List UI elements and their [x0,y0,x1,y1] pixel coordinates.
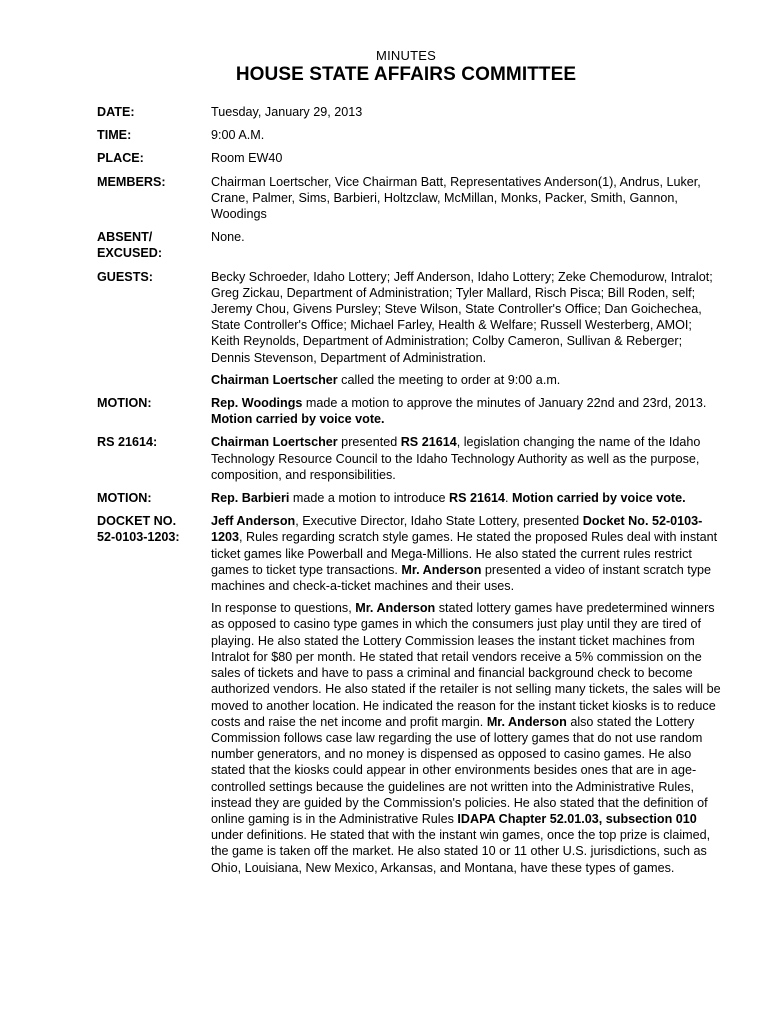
absent-value: None. [211,230,245,245]
guests-row [97,269,722,388]
docket-p1-text-2: , Rules regarding scratch style games. He stated the proposed Rules deal with instant ticket games like Powerball and Mega-Millions. He also stated the current rules restrict games to ticket type transactions. [211,530,718,577]
date-label: DATE: [97,105,135,119]
docket-label-line1: DOCKET NO. [97,514,177,529]
motion-text-1 [211,395,722,427]
docket-text [211,513,722,875]
docket-p1-text-1: , Executive Director, Idaho State Lottery, presented [295,514,583,529]
docket-p1-bold-2: Docket No. 52-0103-1203 [211,514,703,545]
members-label: MEMBERS: [97,174,166,189]
guests-label: GUESTS: [97,269,153,284]
call-to-order-name: Chairman Loertscher [211,372,338,387]
motion-2-result: Motion carried by voice vote. [512,491,686,506]
docket-paragraph-1 [211,513,722,594]
motion-1-mover: Rep. Woodings [211,396,303,411]
docket-p2-bold-2: Mr. Anderson [486,714,567,729]
rs-label: RS 21614: [97,435,158,450]
absent-row [97,229,722,261]
docket-p2-text-3: also stated the Lottery Commission follows case law regarding the use of lottery games that do not use random number generators, and no money is dispensed as opposed to casino games. He also stated that the kiosks could appear in other environments besides ones that are in age-controlled settings because the guidelines are not written into the Administrative Rules, instead they are guided by the Commission's policies. He also stated that the definition of online gaming is in the Administrative Rules [211,714,708,826]
time-label: TIME: [97,128,132,143]
motion-text-2 [211,490,722,506]
place-label: PLACE: [97,151,144,166]
guests-value [211,269,722,388]
minutes-body [97,104,722,883]
absent-label-line2: EXCUSED: [97,246,163,261]
date-row [97,104,722,120]
docket-label [97,513,211,875]
rs-text [211,434,722,483]
motion-1-text: made a motion to approve the minutes of January 22nd and 23rd, 2013. [302,396,707,411]
document-title: HOUSE STATE AFFAIRS COMMITTEE [235,64,577,85]
docket-p2-text-1: In response to questions, [211,601,356,616]
date-value: Tuesday, January 29, 2013 [211,105,363,119]
members-value: Chairman Loertscher, Vice Chairman Batt, Representatives Anderson(1), Andrus, Luker, Crane, Palmer, Sims, Barbieri, Holtzclaw, McMillan, Monks, Packer, Smith, Gannon, Woodings [211,174,701,222]
motion-row-1 [97,395,722,427]
guests-list: Becky Schroeder, Idaho Lottery; Jeff Anderson, Idaho Lottery; Zeke Chemodurow, Intralot; Greg Zickau, Department of Administration; Tyler Mallard, Risch Pisca; Bill Roden, self; Jeremy Chou, Givens Pursley; Steve Wilson, State Controller's Office; Dan Goichechea, State Controller's Office; Michael Farley, Health & Welfare; Russell Westerberg, AMOI; Keith Reynolds, Department of Administration; Colby Cameron, Sullivan & Reberger; Dennis Stevenson, Department of Administration. [211,269,713,365]
place-row [97,150,722,166]
motion-label-2: MOTION: [97,491,152,506]
motion-label-1: MOTION: [97,396,152,411]
absent-label-line1: ABSENT/ [97,230,153,245]
docket-paragraph-2 [211,600,722,875]
motion-2-text-2: . [505,491,513,506]
docket-p2-text-2: stated lottery games have predetermined winners as opposed to casino type games in which the consumers just play until they are tired of playing. He also stated the Lottery Commission leases the instant ticket machines from Intralot for $80 per month. He stated that retail vendors receive a 5% commission on the sales of tickets and have to pass a criminal and financial background check to become authorized vendors. He also stated if the retailer is not selling many tickets, the sales will be moved to another location. He indicated the reason for the instant ticket kiosks is to reduce costs and raise the net income and profit margin. [211,601,721,729]
members-row [97,174,722,223]
motion-1-result: Motion carried by voice vote. [211,412,385,427]
motion-2-text-1: made a motion to introduce [289,491,450,506]
docket-row [97,513,722,875]
time-row [97,127,722,143]
docket-p2-text-4: under definitions. He stated that with the instant win games, once the top prize is claimed, the game is taken off the market. He also stated 10 or 11 other U.S. jurisdictions, such as Ohio, Louisiana, New Mexico, Arkansas, and Montana, have these types of games. [211,828,711,875]
time-value: 9:00 A.M. [211,128,265,143]
absent-label [97,229,211,261]
docket-p1-text-3: presented a video of instant scratch type machines and check-a-ticket machines and their uses. [211,562,712,594]
motion-2-rs: RS 21614 [449,491,506,506]
rs-row [97,434,722,483]
docket-p2-bold-3: IDAPA Chapter 52.01.03, subsection 010 [457,811,697,826]
place-value: Room EW40 [211,151,283,166]
motion-2-mover: Rep. Barbieri [211,491,290,506]
docket-p2-bold-1: Mr. Anderson [355,601,436,616]
call-to-order-text: called the meeting to order at 9:00 a.m. [337,372,561,387]
rs-number: RS 21614 [400,435,457,450]
docket-label-line2: 52-0103-1203: [97,530,180,545]
document-subtitle: MINUTES [376,48,436,63]
rs-text-1: presented [337,435,401,450]
docket-p1-bold-1: Jeff Anderson [211,514,296,529]
rs-presenter: Chairman Loertscher [211,435,338,450]
docket-p1-bold-3: Mr. Anderson [401,562,482,577]
rs-text-2: , legislation changing the name of the Idaho Technology Resource Council to the Idaho Technology Authority as well as the purpose, composition, and responsibilities. [211,435,701,482]
call-to-order [211,372,722,388]
motion-row-2 [97,490,722,506]
